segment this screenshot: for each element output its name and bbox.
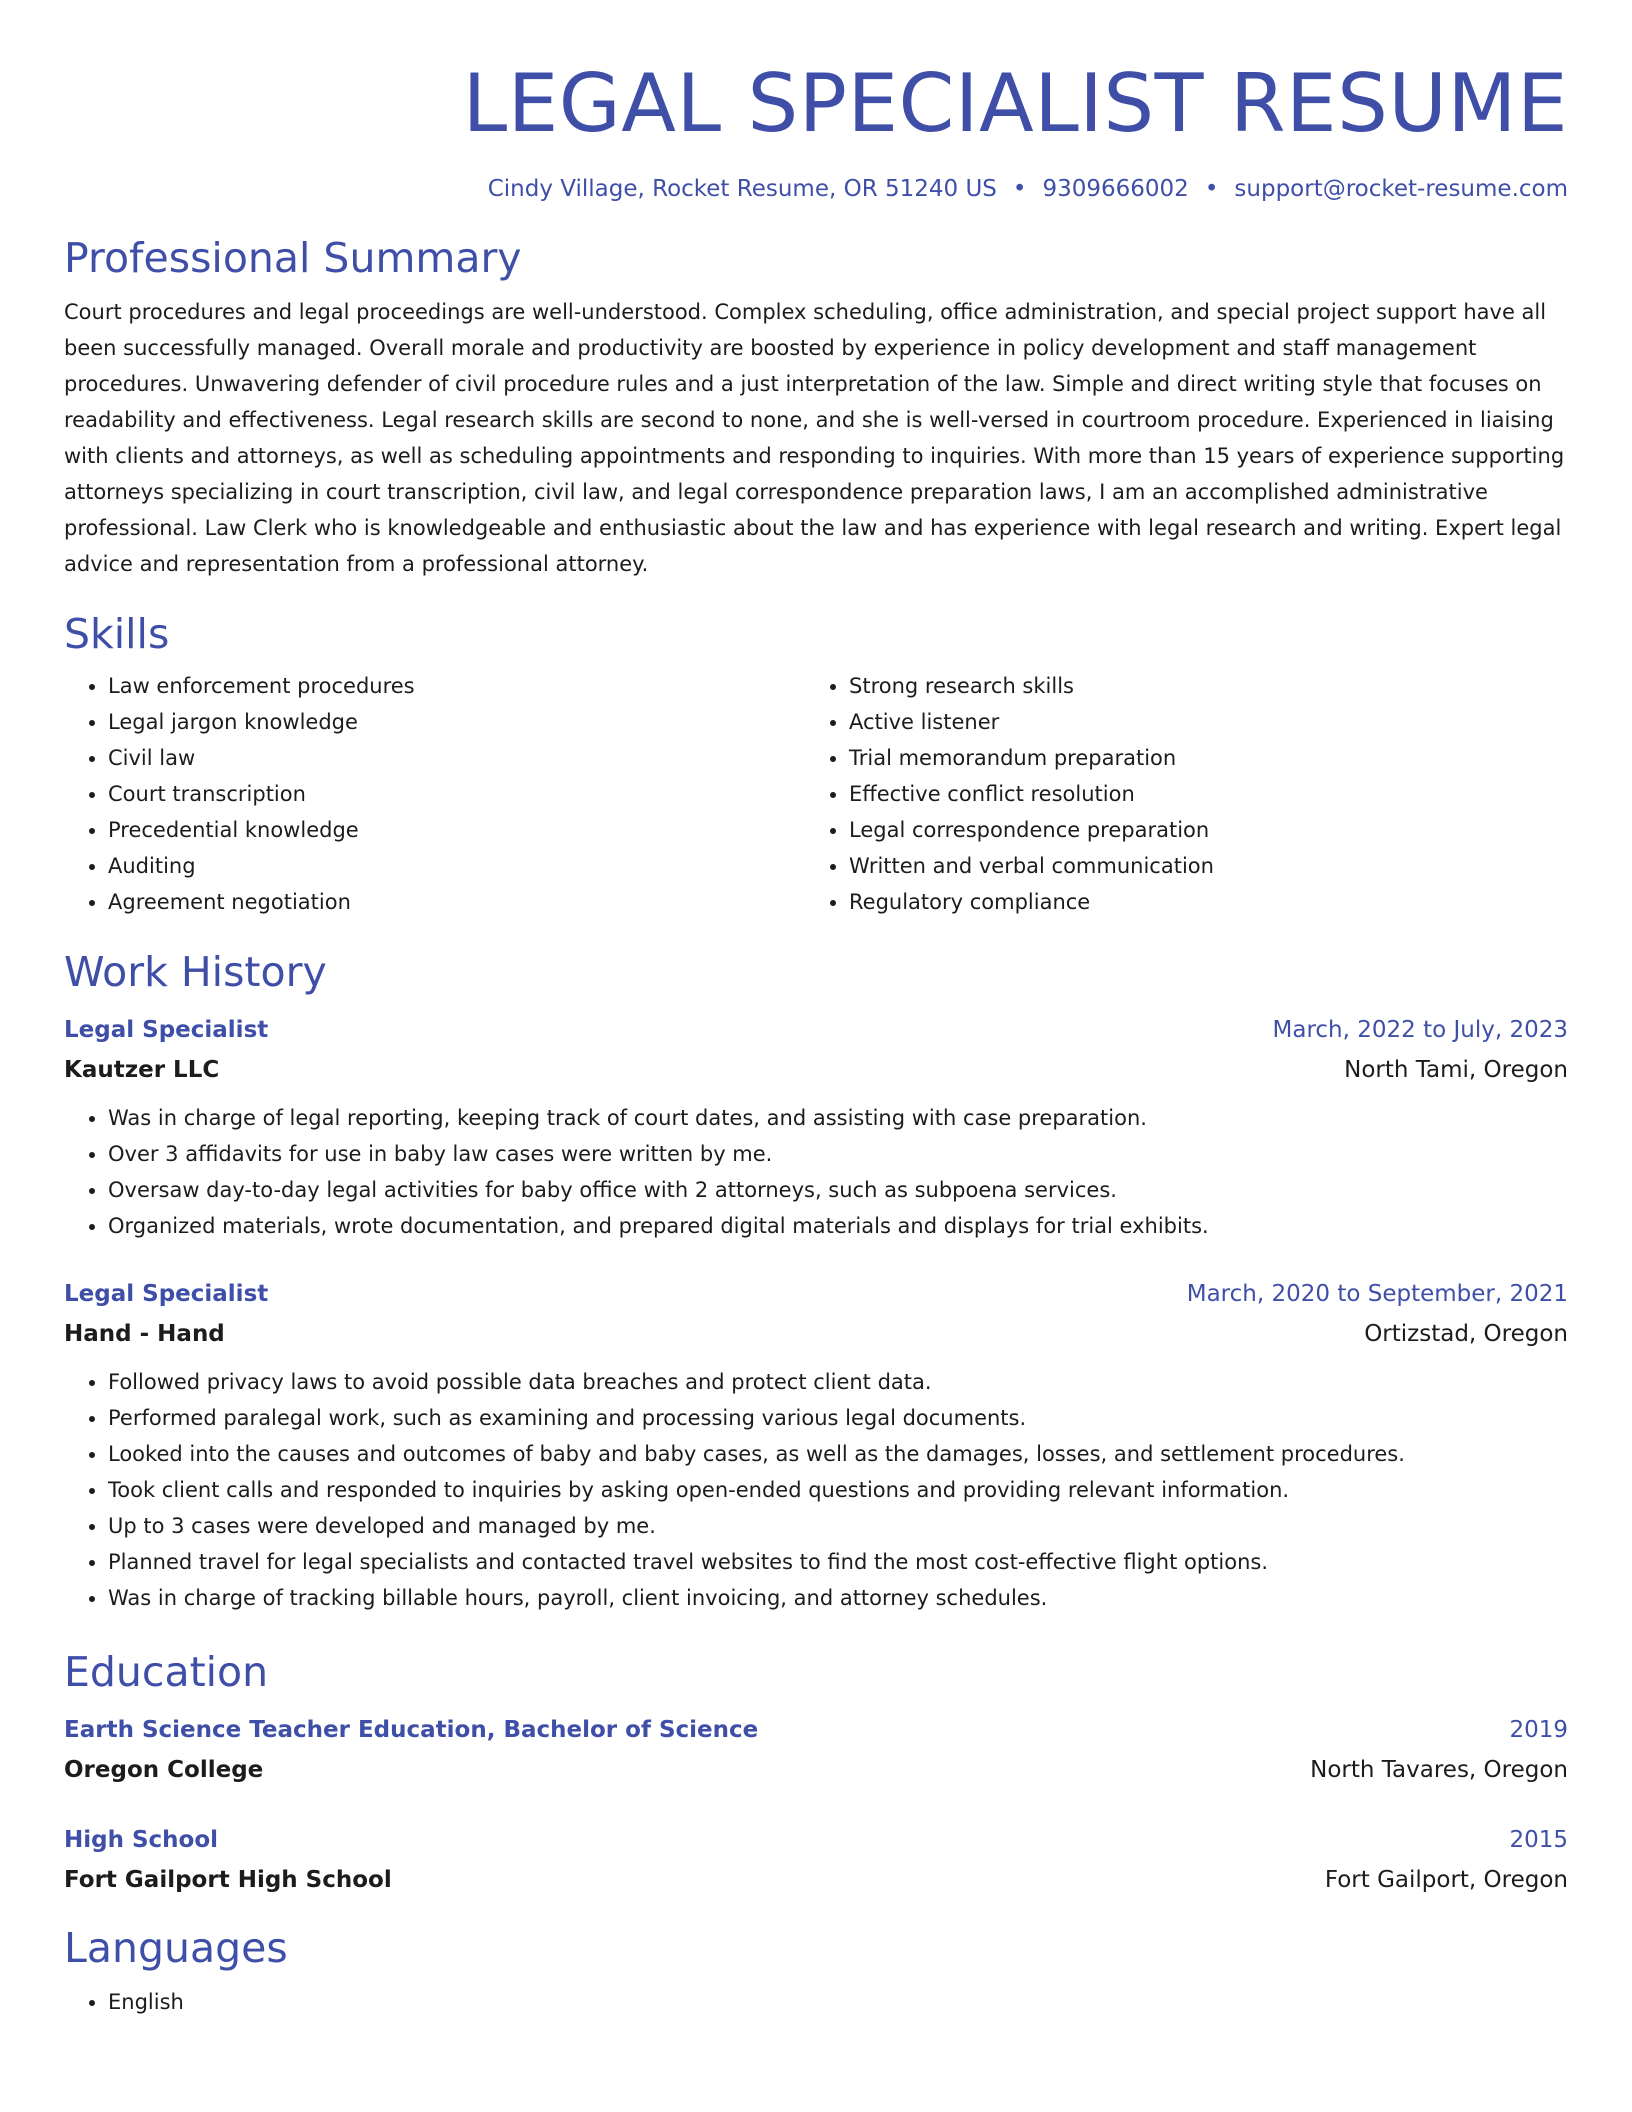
job-bullet: • Followed privacy laws to avoid possible data breaches and protect client data.: [108, 1364, 1568, 1400]
work-entry: [64, 1274, 1568, 1616]
contact-address: Cindy Village, Rocket Resume, OR 51240 US: [487, 176, 997, 202]
job-bullet: • Took client calls and responded to inquiries by asking open-ended questions and providing relevant information.: [108, 1472, 1568, 1508]
job-location: North Tami, Oregon: [1344, 1057, 1568, 1083]
education-entry-subheader: [64, 1860, 1568, 1900]
skill-item: • Legal jargon knowledge: [108, 704, 805, 740]
work-entry-subheader: [64, 1050, 1568, 1090]
contact-line: [64, 172, 1568, 206]
job-bullet: • Oversaw day-to-day legal activities for baby office with 2 attorneys, such as subpoena services.: [108, 1172, 1568, 1208]
skill-item: • Trial memorandum preparation: [849, 740, 1546, 776]
job-bullet: • Was in charge of legal reporting, keeping track of court dates, and assisting with case preparation.: [108, 1100, 1568, 1136]
job-title: Legal Specialist: [64, 1281, 269, 1307]
work-entry: [64, 1010, 1568, 1244]
contact-separator: •: [1012, 176, 1027, 202]
education-entry-subheader: [64, 1750, 1568, 1790]
job-bullet: • Looked into the causes and outcomes of baby and baby cases, as well as the damages, losses, and settlement procedures.: [108, 1436, 1568, 1472]
work-entry-header: [64, 1274, 1568, 1314]
languages-list: [64, 1984, 1568, 2020]
job-bullet: • Over 3 affidavits for use in baby law cases were written by me.: [108, 1136, 1568, 1172]
education-entry-header: [64, 1820, 1568, 1860]
education-entry: [64, 1820, 1568, 1900]
school-location: Fort Gailport, Oregon: [1324, 1867, 1568, 1893]
contact-phone: 9309666002: [1042, 176, 1189, 202]
company-name: Hand - Hand: [64, 1321, 225, 1347]
school-name: Oregon College: [64, 1757, 264, 1783]
skill-item: • Effective conflict resolution: [849, 776, 1546, 812]
section-heading-summary: Professional Summary: [64, 234, 522, 282]
contact-email[interactable]: support@rocket-resume.com: [1234, 176, 1568, 202]
skill-item: • Law enforcement procedures: [108, 668, 805, 704]
section-heading-skills: Skills: [64, 610, 170, 658]
language-item: • English: [108, 1984, 1568, 2020]
skill-item: • Regulatory compliance: [849, 884, 1546, 920]
section-heading-work-history: Work History: [64, 948, 327, 996]
skill-item: • Active listener: [849, 704, 1546, 740]
job-bullets: [64, 1100, 1568, 1244]
job-dates: March, 2020 to September, 2021: [1186, 1281, 1568, 1307]
skill-item: • Legal correspondence preparation: [849, 812, 1546, 848]
skill-item: • Agreement negotiation: [108, 884, 805, 920]
skills-list-left: [64, 668, 805, 920]
job-location: Ortizstad, Oregon: [1364, 1321, 1568, 1347]
skills-grid: [64, 668, 1568, 920]
skill-item: • Precedential knowledge: [108, 812, 805, 848]
degree-name: Earth Science Teacher Education, Bachelor of Science: [64, 1717, 759, 1743]
contact-separator: •: [1204, 176, 1219, 202]
skill-item: • Civil law: [108, 740, 805, 776]
job-bullet: • Performed paralegal work, such as examining and processing various legal documents.: [108, 1400, 1568, 1436]
school-location: North Tavares, Oregon: [1310, 1757, 1568, 1783]
section-heading-languages: Languages: [64, 1924, 288, 1972]
job-dates: March, 2022 to July, 2023: [1272, 1017, 1568, 1043]
summary-text: Court procedures and legal proceedings are well-understood. Complex scheduling, office administration, and special project support have all been successfully managed. Overall morale and productivity are boosted by experience in policy development and staff management procedures. Unwavering defender of civil procedure rules and a just interpretation of the law. Simple and direct writing style that focuses on readability and effectiveness. Legal research skills are second to none, and she is well-versed in courtroom procedure. Experienced in liaising with clients and attorneys, as well as scheduling appointments and responding to inquiries. With more than 15 years of experience supporting attorneys specializing in court transcription, civil law, and legal correspondence preparation laws, I am an accomplished administrative professional. Law Clerk who is knowledgeable and enthusiastic about the law and has experience with legal research and writing. Expert legal advice and representation from a professional attorney.: [64, 300, 1565, 576]
job-bullet: • Organized materials, wrote documentation, and prepared digital materials and displays for trial exhibits.: [108, 1208, 1568, 1244]
job-bullet: • Planned travel for legal specialists and contacted travel websites to find the most cost-effective flight options.: [108, 1544, 1568, 1580]
section-heading-education: Education: [64, 1648, 269, 1696]
work-entry-subheader: [64, 1314, 1568, 1354]
graduation-year: 2019: [1509, 1717, 1568, 1743]
education-entry-header: [64, 1710, 1568, 1750]
resume-title: LEGAL SPECIALIST RESUME: [462, 57, 1568, 150]
job-bullet: • Was in charge of tracking billable hours, payroll, client invoicing, and attorney schedules.: [108, 1580, 1568, 1616]
company-name: Kautzer LLC: [64, 1057, 220, 1083]
skill-item: • Court transcription: [108, 776, 805, 812]
job-title: Legal Specialist: [64, 1017, 269, 1043]
skill-item: • Strong research skills: [849, 668, 1546, 704]
work-entry-header: [64, 1010, 1568, 1050]
education-entry: [64, 1710, 1568, 1790]
job-bullet: • Up to 3 cases were developed and managed by me.: [108, 1508, 1568, 1544]
graduation-year: 2015: [1509, 1827, 1568, 1853]
skill-item: • Auditing: [108, 848, 805, 884]
degree-name: High School: [64, 1827, 219, 1853]
skills-list-right: [805, 668, 1546, 920]
school-name: Fort Gailport High School: [64, 1867, 392, 1893]
skill-item: • Written and verbal communication: [849, 848, 1546, 884]
job-bullets: [64, 1364, 1568, 1616]
